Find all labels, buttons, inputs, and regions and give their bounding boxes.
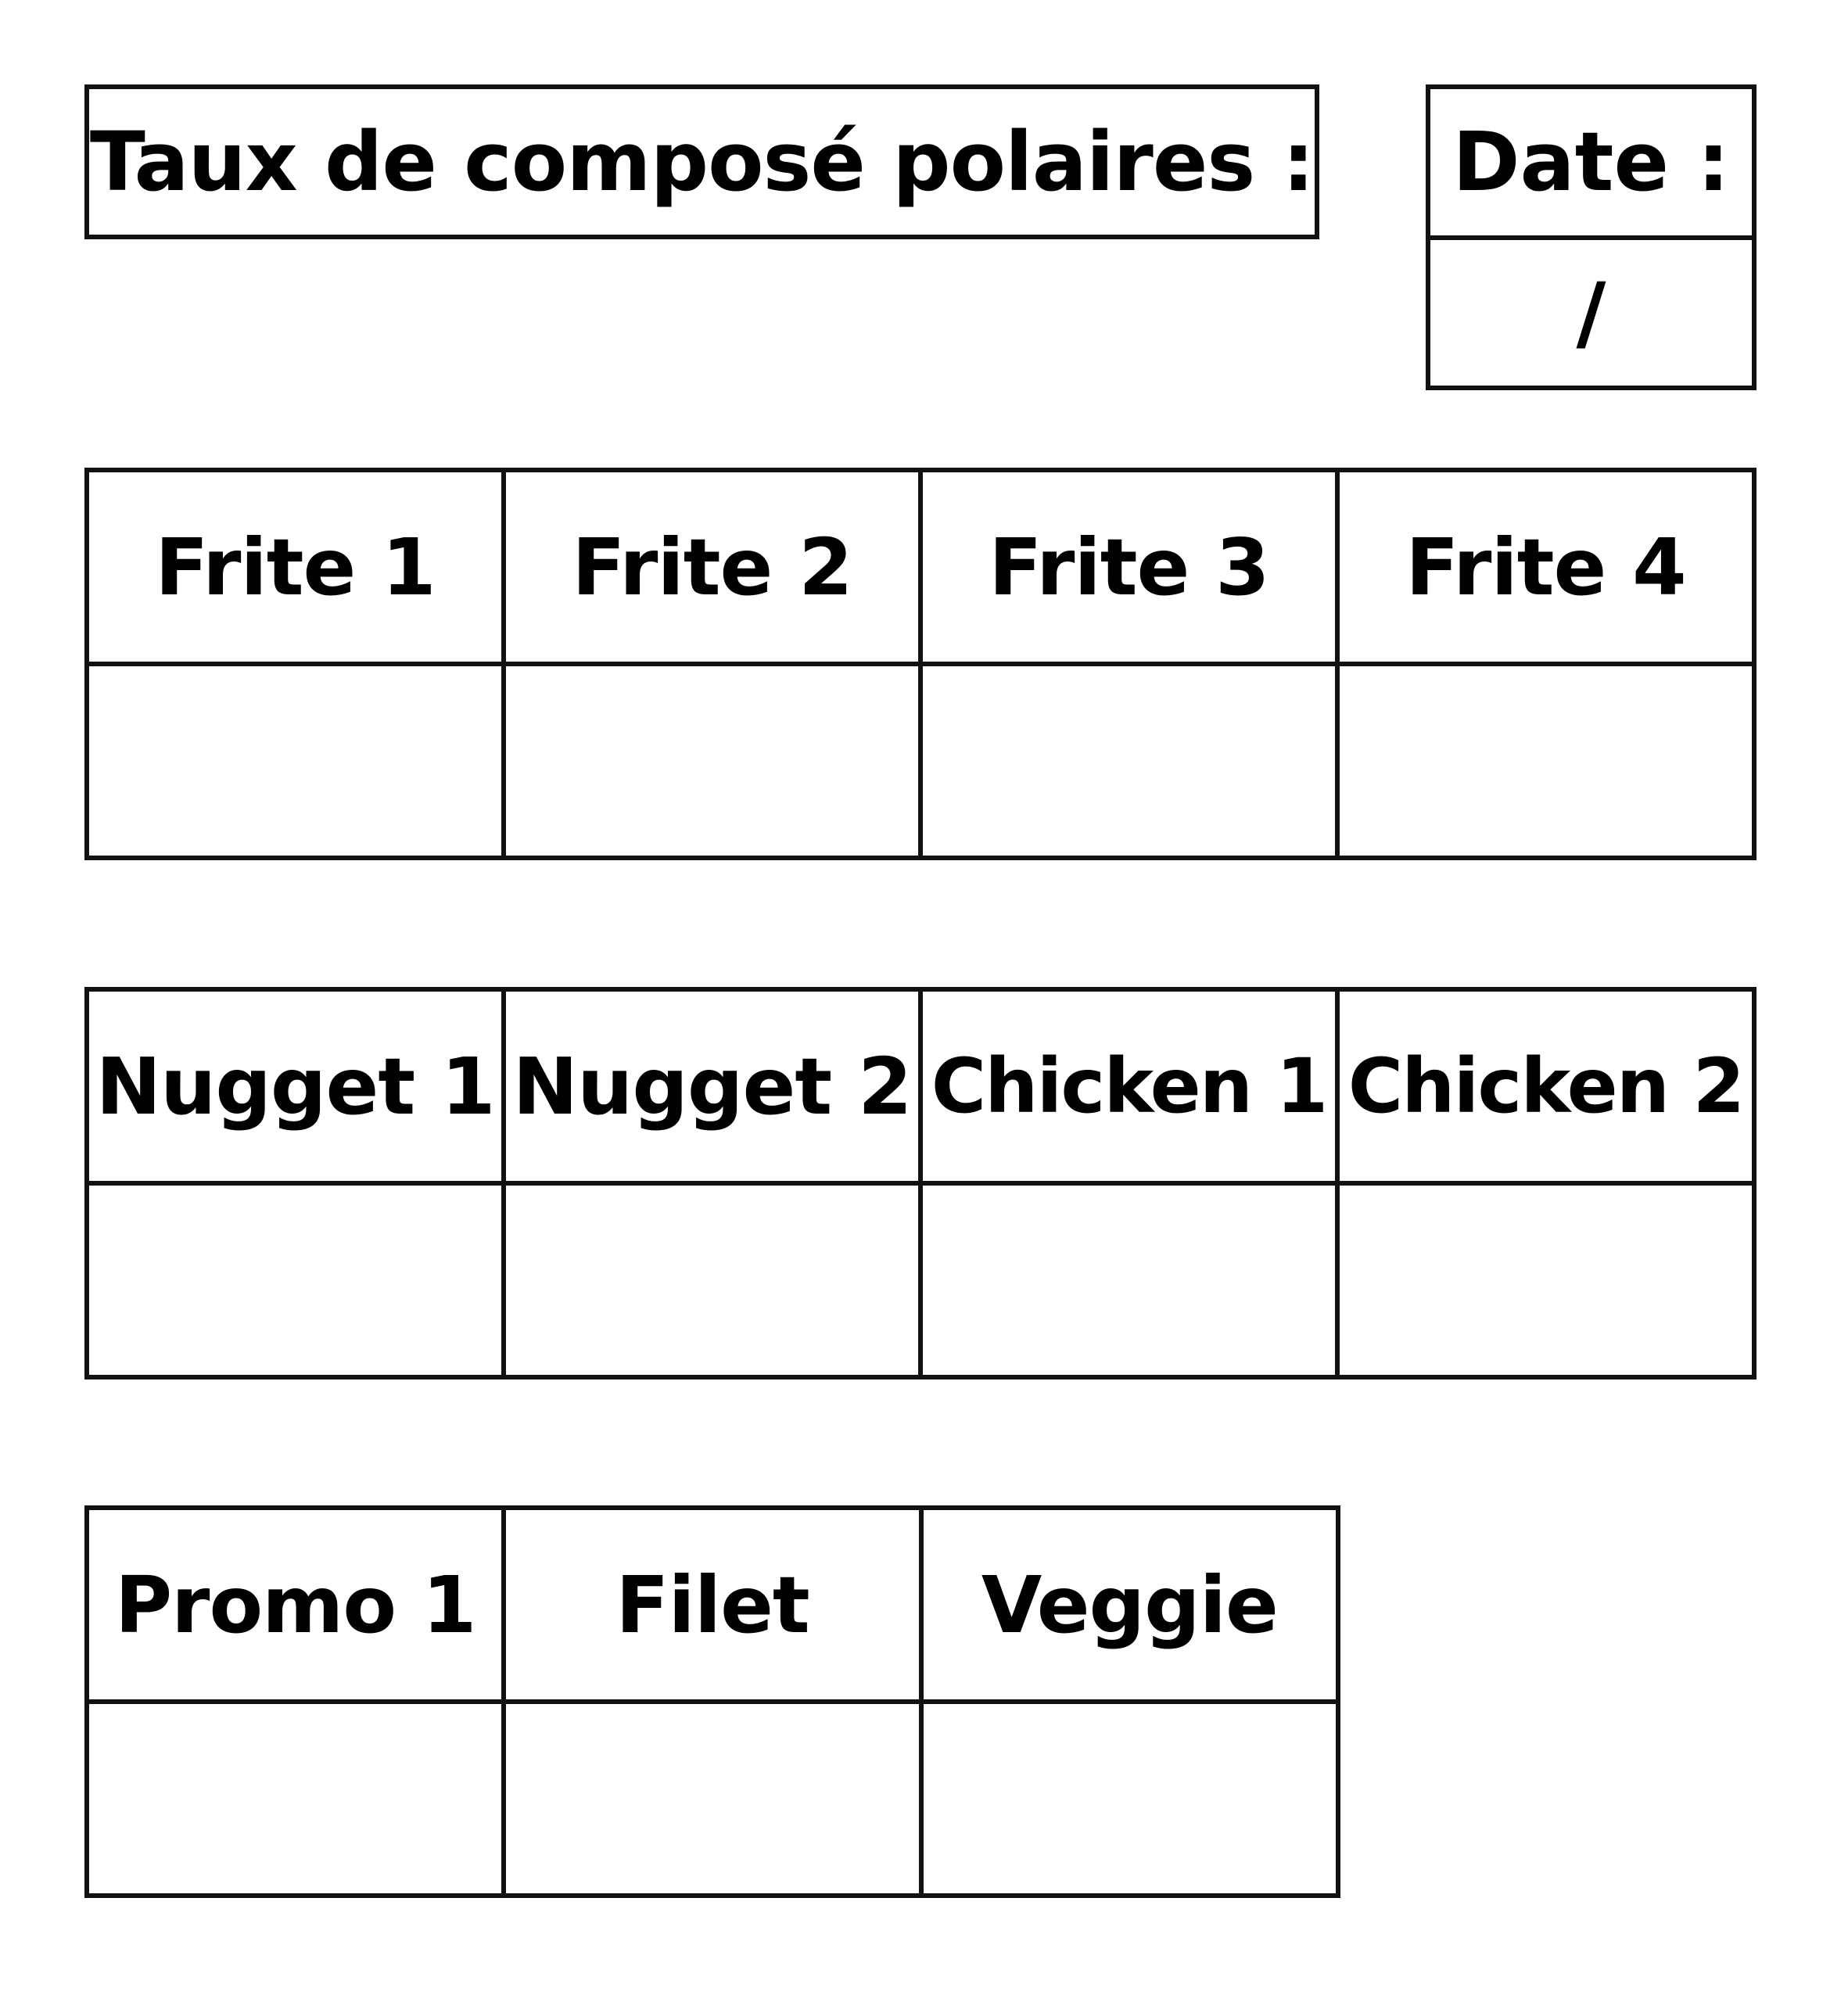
date-label: Date : [1452, 114, 1730, 210]
date-field[interactable]: / [1430, 235, 1752, 386]
value-cell-filet[interactable] [504, 1702, 920, 1896]
value-cell-chicken-2[interactable] [1337, 1183, 1754, 1377]
value-cell-nugget-1[interactable] [87, 1183, 504, 1377]
value-cell-veggie[interactable] [921, 1702, 1338, 1896]
value-cell-promo-1[interactable] [87, 1702, 504, 1896]
promo-table [84, 1505, 1340, 1898]
header-cell-frite-4: Frite 4 [1337, 470, 1754, 664]
header-cell-frite-1: Frite 1 [87, 470, 504, 664]
value-cell-chicken-1[interactable] [920, 1183, 1337, 1377]
header-cell-nugget-1: Nugget 1 [87, 989, 504, 1183]
date-box [1426, 84, 1756, 390]
title-box [84, 84, 1319, 239]
header-cell-nugget-2: Nugget 2 [504, 989, 920, 1183]
header-cell-veggie: Veggie [921, 1508, 1338, 1702]
header-cell-frite-3: Frite 3 [920, 470, 1337, 664]
value-cell-frite-3[interactable] [920, 664, 1337, 858]
value-cell-nugget-2[interactable] [504, 1183, 920, 1377]
header-cell-frite-2: Frite 2 [504, 470, 920, 664]
header-cell-promo-1: Promo 1 [87, 1508, 504, 1702]
header-cell-chicken-2: Chicken 2 [1337, 989, 1754, 1183]
header-cell-chicken-1: Chicken 1 [920, 989, 1337, 1183]
fries-table [84, 468, 1756, 860]
value-cell-frite-4[interactable] [1337, 664, 1754, 858]
value-cell-frite-2[interactable] [504, 664, 920, 858]
nugget-chicken-table [84, 987, 1756, 1380]
value-cell-frite-1[interactable] [87, 664, 504, 858]
header-cell-filet: Filet [504, 1508, 920, 1702]
form-title: Taux de composé polaires : [89, 114, 1315, 210]
